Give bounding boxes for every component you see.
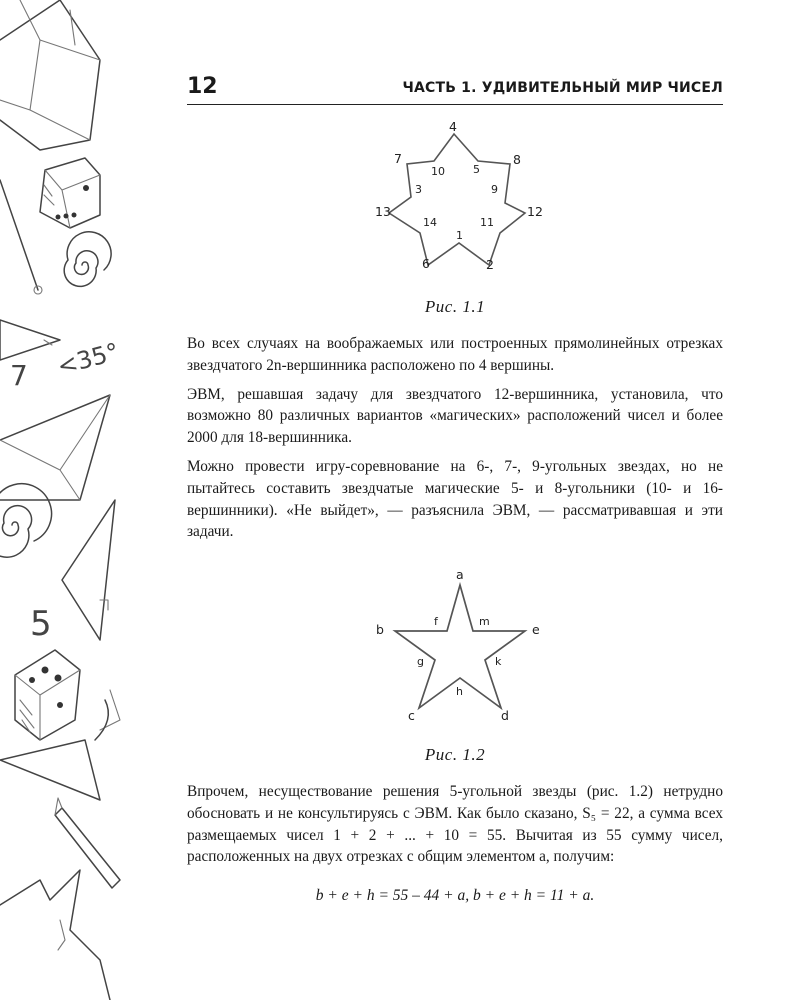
- page-header: [187, 74, 723, 105]
- label-vertex-1: 1: [456, 229, 463, 242]
- pencil-icon: [55, 798, 120, 888]
- body-text-upper: [187, 333, 723, 550]
- spiral-icon-2: [0, 484, 52, 557]
- label-vertex-4: 4: [449, 119, 457, 134]
- spiral-icon: [64, 232, 111, 287]
- svg-text:<35°: <35°: [54, 337, 123, 381]
- paragraph-4: Впрочем, несуществование решения 5-угольной звезды (рис. 1.2) нетрудно обосновать и не консультируясь с ЭВМ. Как было сказано, S₅ = 22, а сумма всех размещаемых чисел 1 + 2 + ... + 10 = 55. Вычитая из 55 сумму чисел, расположенных на двух отрезках с общим элементом a, получим:: [187, 783, 723, 866]
- label-vertex-8: 8: [513, 152, 521, 167]
- paragraph-3: Можно провести игру-соревнование на 6-, 7-, 9-угольных звездах, но не пытайтесь составить звездчатые магические 5- и 8-угольники (10- и 16-вершинники). «Не выйдет», — разъяснила ЭВМ, — рассматривавшая и эти задачи.: [187, 457, 723, 541]
- zigzag-doodle: [0, 870, 110, 1000]
- svg-text:7: 7: [10, 359, 28, 392]
- figure-1-1-caption: Рис. 1.1: [424, 297, 486, 316]
- label-vertex-12: 12: [527, 204, 543, 219]
- label-b: b: [376, 622, 384, 637]
- label-vertex-13: 13: [375, 204, 391, 219]
- label-vertex-11: 11: [480, 216, 494, 229]
- die-icon-2: [15, 650, 80, 740]
- label-vertex-10: 10: [431, 165, 445, 178]
- label-vertex-3: 3: [415, 183, 422, 196]
- label-e: e: [532, 622, 540, 637]
- label-vertex-7: 7: [394, 151, 402, 166]
- paragraph-2: ЭВМ, решавшая задачу для звездчатого 12-вершинника, установила, что возможно 80 различных вариантов «магических» расположений чисел и более 2000 для 18-вершинника.: [187, 385, 723, 447]
- star-14-outline: [389, 134, 525, 265]
- set-square-icon: [62, 500, 115, 640]
- label-vertex-9: 9: [491, 183, 498, 196]
- label-f: f: [434, 615, 438, 628]
- decorative-sidebar: [0, 0, 140, 1000]
- polyhedron-icon: [0, 0, 100, 150]
- triangle-ruler-icon: [0, 320, 122, 392]
- figure-1-2-caption: Рис. 1.2: [424, 745, 486, 764]
- label-vertex-14: 14: [423, 216, 437, 229]
- label-a: a: [456, 567, 464, 582]
- die-icon: [40, 158, 100, 228]
- running-head: ЧАСТЬ 1. УДИВИТЕЛЬНЫЙ МИР ЧИСЕЛ: [402, 80, 723, 96]
- label-k: k: [495, 655, 502, 668]
- label-c: c: [408, 708, 415, 723]
- triangle-icon-3: [0, 740, 100, 800]
- paragraph-1: Во всех случаях на воображаемых или построенных прямолинейных отрезках звездчатого 2n-вершинника расположено по 4 вершины.: [187, 335, 723, 374]
- figure-1-2: [365, 563, 555, 728]
- formula-line: b + e + h = 55 – 44 + a, b + e + h = 11 + a.: [315, 887, 595, 904]
- label-vertex-6: 6: [422, 256, 430, 271]
- page-number: 12: [187, 74, 218, 99]
- curve-doodle: [95, 700, 108, 740]
- scribble-doodle: [100, 690, 120, 730]
- figure-1-1: [365, 115, 555, 280]
- label-m: m: [479, 615, 490, 628]
- label-g: g: [417, 655, 424, 668]
- body-text-lower: [187, 781, 723, 875]
- label-d: d: [501, 708, 509, 723]
- label-vertex-5: 5: [473, 163, 480, 176]
- label-vertex-2: 2: [486, 257, 494, 272]
- numeral-5-doodle: 5: [30, 604, 52, 644]
- pencil-line: [0, 180, 38, 290]
- label-h: h: [456, 685, 463, 698]
